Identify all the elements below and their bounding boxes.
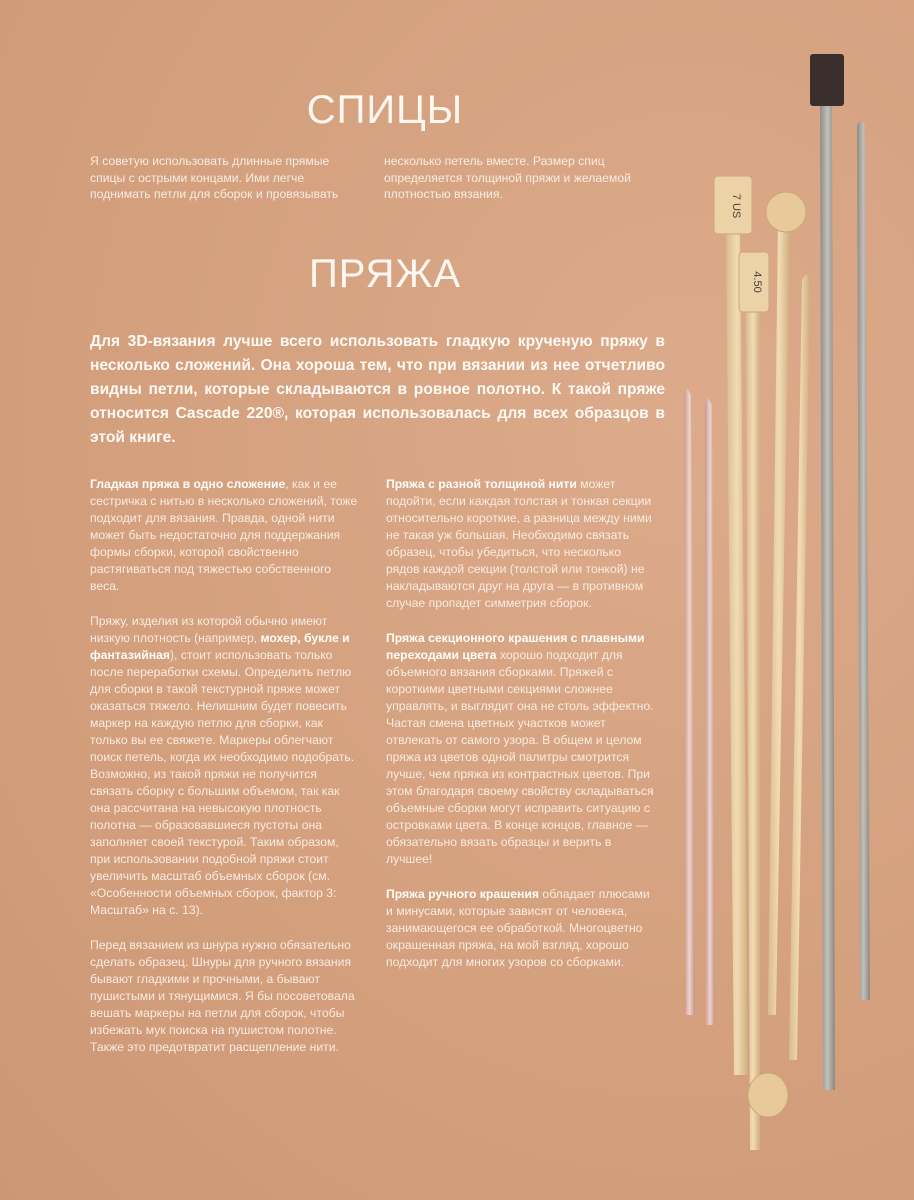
bamboo-needle-pointed [789, 274, 810, 1060]
gray-needle-capped [810, 54, 844, 1090]
knitting-needles-illustration [660, 40, 914, 1160]
needles-text-right: несколько петель вместе. Размер спиц определяется толщиной пряжи и желаемой плотностью вязания. [384, 154, 631, 201]
smooth-yarn-term: Гладкая пряжа в одно сложение [90, 477, 286, 491]
gradient-yarn-term: Пряжа секционного крашения с плавными переходами цвета [386, 631, 645, 662]
yarn-intro: Для 3D-вязания лучше всего использовать гладкую крученую пряжу в несколько сложений. Она хороша тем, что при вязании из нее отчетливо видны петли, которые складываются в ровное полотно. К такой пряже относится Cascade 220®, которая использовалась для всех образцов в этой книге. [90, 333, 665, 446]
bamboo-needle-bottom-knob [748, 1073, 788, 1117]
paragraph-thick-thin-yarn: Пряжа с разной толщиной нити может подойти, если каждая толстая и тонкая секции относительно короткие, а разница между ними не такая уж большая. Необходимо связать образец, чтобы убедиться, что несколько рядов каждой секции (толстой или тонкой) не накладываются друг на друга — в противном случае пропадет симметрия сборок. [386, 477, 652, 610]
paragraph-smooth-yarn: Гладкая пряжа в одно сложение, как и ее сестричка с нитью в несколько сложений, тоже подходит для вязания. Правда, одной нити может быть недостаточно для поддержания формы сборки, которой свойственно растягиваться под тяжестью собственного веса. [90, 477, 358, 593]
paragraph-gradient-yarn: Пряжа секционного крашения с плавными переходами цвета хорошо подходит для объемного вязания сборками. Пряжей с короткими цветными секциями сложнее управлять, и выглядит она не столь эффектно. Частая смена цветных участков может отвлекать от самого узора. В общем и целом пряжа из цветов одной палитры смотрится лучше, чем пряжа из контрастных цветов. При этом благодаря своему свойству складываться объемные сборки могут исправить ситуацию с островками цвета. В конце концов, главное — обязательно вязать образцы и верить в лучшее! [386, 631, 654, 866]
paragraph-hand-dyed-yarn: Пряжа ручного крашения обладает плюсами и минусами, которые зависят от человека, занимающегося ее обработкой. Многоцветно окрашенная пряжа, на мой взгляд, хорошо подходит для многих узоров со сборками. [386, 887, 650, 969]
pink-needle-1 [684, 388, 695, 1015]
pink-needle-2 [705, 398, 715, 1025]
needles-heading: СПИЦЫ [306, 88, 464, 132]
needles-text-left: Я советую использовать длинные прямые спицы с острыми концами. Ими легче поднимать петли для сборок и провязывать [90, 154, 339, 201]
right-column [386, 476, 656, 989]
hand-dyed-term: Пряжа ручного крашения [386, 887, 540, 901]
label-7us: 7 US [730, 193, 742, 219]
left-column [90, 476, 360, 1074]
textured-yarn-term: мохер, букле и фантазийная [90, 631, 350, 662]
yarn-heading: ПРЯЖА [308, 252, 462, 296]
thick-thin-term: Пряжа с разной толщиной нити [386, 477, 577, 491]
label-450: 4.50 [751, 271, 763, 293]
paragraph-textured-yarn: Пряжу, изделия из которой обычно имеют низкую плотность (например, мохер, букле и фантазийная), стоит использовать только после переработки схемы. Определить петлю для сборки в такой текстурной пряже может оказаться тяжело. Нелишним будет повесить маркер на каждую петлю для сборки, как только вы ее свяжете. Маркеры облегчают поиск петель, когда их необходимо подобрать. Возможно, из такой пряжи не получится связать сборку с большим объемом, так как она рассчитана на невысокую плотность полотна — образовавшиеся пустоты она заполняет своей текстурой. Таким образом, при использовании подобной пряжи стоит увеличить масштаб объемных сборок (см. «Особенности объемных сборок, фактор 3: Масштаб» на с. 13). [90, 614, 355, 917]
black-needle-cap [810, 54, 844, 106]
gray-needle-thin [857, 120, 870, 1000]
paragraph-cord: Перед вязанием из шнура нужно обязательно сделать образец. Шнуры для ручного вязания бывают гладкими и прочными, а бывают пушистыми и тянущимися. Я бы посоветовала вешать маркеры на петли для сборок, чтобы избежать мук поиска на пушистом полотне. Также это предотвратит расщепление нити. [90, 938, 355, 1054]
